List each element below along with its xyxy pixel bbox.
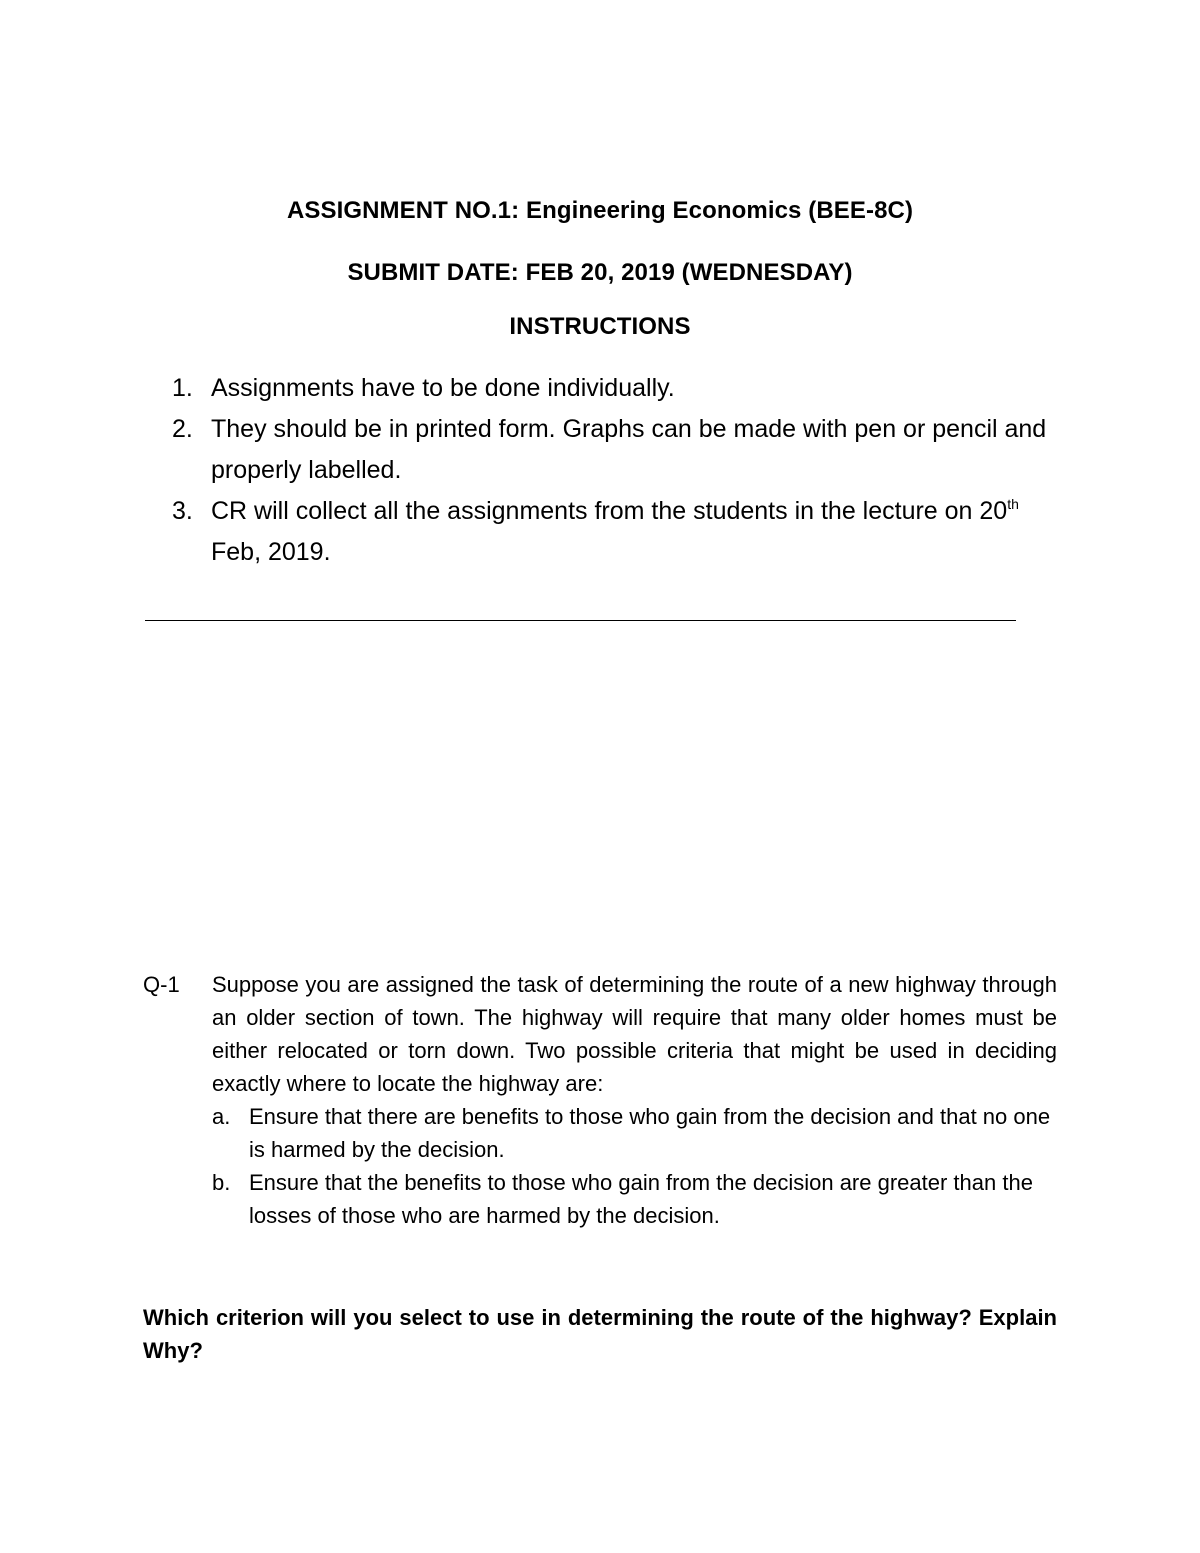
- submit-date: SUBMIT DATE: FEB 20, 2019 (WEDNESDAY): [347, 259, 853, 286]
- instructions-list: [172, 368, 1072, 573]
- assignment-title: [0, 197, 1200, 225]
- section-divider: [145, 620, 1016, 621]
- option-label: b.: [212, 1170, 231, 1195]
- course-name: Engineering Economics (BEE-8C): [519, 197, 914, 224]
- instruction-text: Assignments have to be done individually.: [211, 374, 675, 402]
- question-block: [143, 968, 1057, 1232]
- instruction-number: 1.: [172, 374, 193, 402]
- instruction-item: [172, 491, 1072, 573]
- options-list: [212, 1100, 1057, 1232]
- question-prompt: Which criterion will you select to use in determining the route of the highway? Explain Why?: [143, 1305, 1057, 1363]
- question-text: Suppose you are assigned the task of determining the route of a new highway through an older section of town. The highway will require that many older homes must be either relocated or torn down. Two possible criteria that might be used in deciding exactly where to locate the highway are:: [212, 972, 1057, 1096]
- instruction-text: [211, 497, 1019, 566]
- instruction-number: 2.: [172, 415, 193, 443]
- instruction-text: They should be in printed form. Graphs can be made with pen or pencil and properly labelled.: [211, 415, 1047, 484]
- question-label: Q-1: [143, 972, 180, 997]
- instruction-text-part: Feb, 2019.: [211, 538, 331, 566]
- instructions-heading: INSTRUCTIONS: [509, 313, 691, 340]
- option-item: [212, 1166, 1057, 1232]
- instruction-item: [172, 368, 1072, 409]
- instruction-item: [172, 409, 1072, 491]
- option-text: Ensure that there are benefits to those who gain from the decision and that no one is harmed by the decision.: [249, 1104, 1051, 1162]
- option-label: a.: [212, 1104, 231, 1129]
- option-text: Ensure that the benefits to those who gain from the decision are greater than the losses of those who are harmed by the decision.: [249, 1170, 1033, 1228]
- instruction-text-part: CR will collect all the assignments from the students in the lecture on 20: [211, 497, 1008, 525]
- option-item: [212, 1100, 1057, 1166]
- assignment-number: ASSIGNMENT NO.1:: [286, 197, 520, 224]
- ordinal-suffix: th: [1007, 496, 1019, 512]
- instruction-number: 3.: [172, 497, 193, 525]
